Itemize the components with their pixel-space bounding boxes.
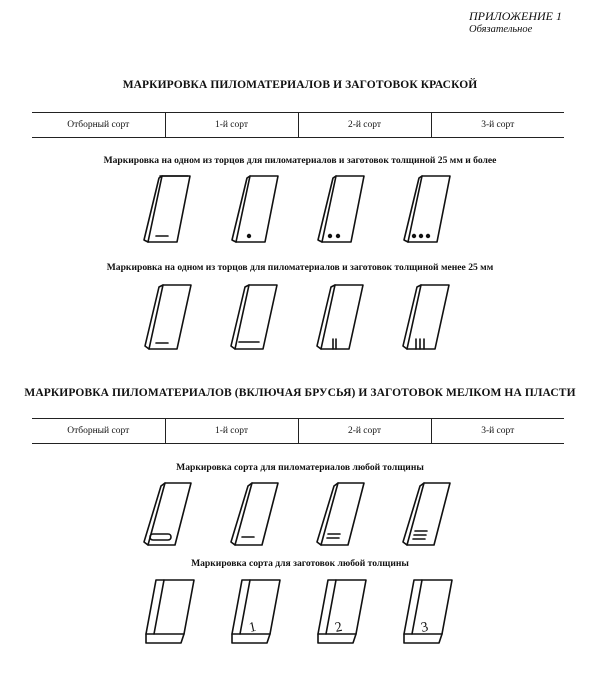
blank-mark-2: 2 — [333, 619, 344, 636]
blank-mark-3: 3 — [419, 619, 430, 636]
board-thick-select — [144, 176, 190, 242]
blank-select — [146, 580, 194, 643]
board-thin-grade1 — [231, 285, 277, 349]
grade-cell-2: 2-й сорт — [298, 113, 431, 138]
board-face-grade3 — [403, 483, 450, 545]
appendix-title: ПРИЛОЖЕНИЕ 1 — [469, 9, 562, 23]
board-face-grade1 — [231, 483, 278, 545]
board-thick-grade1 — [232, 176, 278, 242]
appendix-subtitle: Обязательное — [469, 24, 533, 35]
chalk-section-heading: МАРКИРОВКА ПИЛОМАТЕРИАЛОВ (ВКЛЮЧАЯ БРУСЬЯ) И ЗАГОТОВОК МЕЛКОМ НА ПЛАСТИ — [24, 387, 576, 399]
blanks-figure — [0, 574, 600, 649]
grade-cell-select: Отборный сорт — [32, 113, 165, 138]
thin-caption: Маркировка на одном из торцов для пиломатериалов и заготовок толщиной менее 25 мм — [106, 262, 494, 273]
appendix-label — [469, 10, 562, 36]
blanks-caption: Маркировка сорта для заготовок любой толщины — [191, 558, 409, 569]
thick-caption: Маркировка на одном из торцов для пиломатериалов и заготовок толщиной 25 мм и более — [103, 155, 497, 166]
board-face-grade2 — [317, 483, 364, 545]
chalk-grades-table — [32, 418, 564, 444]
paint-grades-table — [32, 112, 564, 138]
blank-mark-1: 1 — [247, 619, 258, 636]
thick-boards-figure — [0, 170, 600, 245]
board-face-select — [144, 483, 191, 545]
board-thin-select — [145, 285, 191, 349]
blank-grade2 — [318, 580, 366, 643]
paint-mark-dot — [247, 234, 251, 238]
chalk-mark-zero — [150, 534, 171, 540]
grade-cell-2: 2-й сорт — [298, 419, 431, 444]
blank-grade1 — [232, 580, 280, 643]
grade-cell-3: 3-й сорт — [431, 113, 564, 138]
lumber-caption: Маркировка сорта для пиломатериалов любой толщины — [176, 462, 424, 473]
board-thick-grade2 — [318, 176, 364, 242]
grade-cell-3: 3-й сорт — [431, 419, 564, 444]
lumber-boards-figure — [0, 478, 600, 550]
board-thin-grade2 — [317, 285, 363, 349]
grade-cell-1: 1-й сорт — [165, 419, 298, 444]
board-thick-grade3 — [404, 176, 450, 242]
paint-section-heading: МАРКИРОВКА ПИЛОМАТЕРИАЛОВ И ЗАГОТОВОК КРАСКОЙ — [122, 79, 478, 91]
grade-cell-select: Отборный сорт — [32, 419, 165, 444]
grade-cell-1: 1-й сорт — [165, 113, 298, 138]
blank-grade3 — [404, 580, 452, 643]
thin-boards-figure — [0, 279, 600, 354]
board-thin-grade3 — [403, 285, 449, 349]
